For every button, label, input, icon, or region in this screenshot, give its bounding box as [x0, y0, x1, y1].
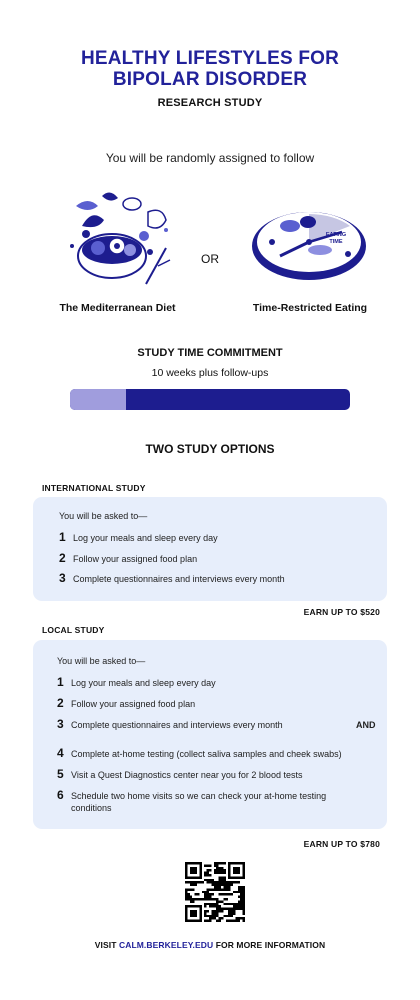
assignment-text: You will be randomly assigned to follow — [105, 151, 315, 165]
commitment-progress-bar — [70, 389, 350, 410]
item-number: 4 — [57, 746, 64, 760]
local-intro: You will be asked to— — [57, 656, 146, 666]
title-line-1: HEALTHY LIFESTYLES FOR — [80, 48, 340, 69]
commitment-text: 10 weeks plus follow-ups — [151, 367, 269, 379]
list-item — [57, 718, 387, 738]
website-link[interactable]: CALM.BERKELEY.EDU — [118, 940, 214, 950]
mediterranean-diet-illustration — [62, 186, 174, 286]
international-study-label: INTERNATIONAL STUDY — [42, 483, 146, 493]
item-text: Visit a Quest Diagnostics center near you for 2 blood tests — [71, 770, 303, 780]
list-item — [57, 747, 387, 767]
item-text: Schedule two home visits so we can check your at-home testing conditions — [71, 791, 327, 813]
list-item — [57, 676, 387, 696]
international-earn-label: EARN UP TO $520 — [303, 607, 380, 617]
footer-text — [0, 940, 420, 950]
commitment-progress-fill — [70, 389, 126, 410]
or-label: OR — [201, 252, 219, 266]
international-intro: You will be asked to— — [59, 511, 148, 521]
item-number: 2 — [57, 696, 64, 710]
and-label: AND — [356, 720, 376, 730]
page-title — [0, 48, 420, 90]
list-item — [59, 552, 387, 573]
item-text: Follow your assigned food plan — [73, 553, 198, 564]
international-study-box — [33, 497, 387, 601]
item-number: 3 — [59, 571, 66, 585]
item-number: 5 — [57, 767, 64, 781]
item-number: 3 — [57, 717, 64, 731]
clock-text-eating: EATING — [325, 232, 347, 238]
item-number: 2 — [59, 550, 66, 565]
local-study-box — [33, 640, 387, 829]
eating-clock-illustration — [250, 202, 368, 282]
item-number: 6 — [57, 788, 64, 802]
footer-suffix: FOR MORE INFORMATION — [213, 940, 326, 950]
page-subtitle: RESEARCH STUDY — [157, 97, 263, 109]
item-text: Complete questionnaires and interviews every month — [73, 574, 285, 584]
item-text: Log your meals and sleep every day — [71, 678, 216, 688]
item-text: Complete questionnaires and interviews every month — [71, 720, 283, 730]
clock-text-time: TIME — [329, 239, 343, 245]
local-earn-label: EARN UP TO $780 — [303, 839, 380, 849]
time-restricted-eating-label: Time-Restricted Eating — [252, 302, 368, 314]
list-item — [59, 572, 387, 593]
title-line-2: BIPOLAR DISORDER — [112, 69, 308, 90]
list-item — [57, 789, 387, 814]
item-text: Complete at-home testing (collect saliva samples and cheek swabs) — [71, 749, 342, 759]
qr-code[interactable] — [185, 862, 245, 922]
list-item — [57, 768, 387, 788]
commitment-title: STUDY TIME COMMITMENT — [137, 347, 283, 359]
mediterranean-diet-label: The Mediterranean Diet — [59, 302, 176, 314]
list-item — [57, 697, 387, 717]
options-title: TWO STUDY OPTIONS — [145, 442, 275, 456]
item-text: Log your meals and sleep every day — [73, 533, 218, 543]
item-text: Follow your assigned food plan — [71, 699, 196, 709]
item-number: 1 — [57, 675, 64, 689]
footer-prefix: VISIT — [94, 940, 119, 950]
list-item — [59, 531, 387, 552]
item-number: 1 — [59, 530, 66, 544]
local-study-label: LOCAL STUDY — [42, 625, 105, 635]
